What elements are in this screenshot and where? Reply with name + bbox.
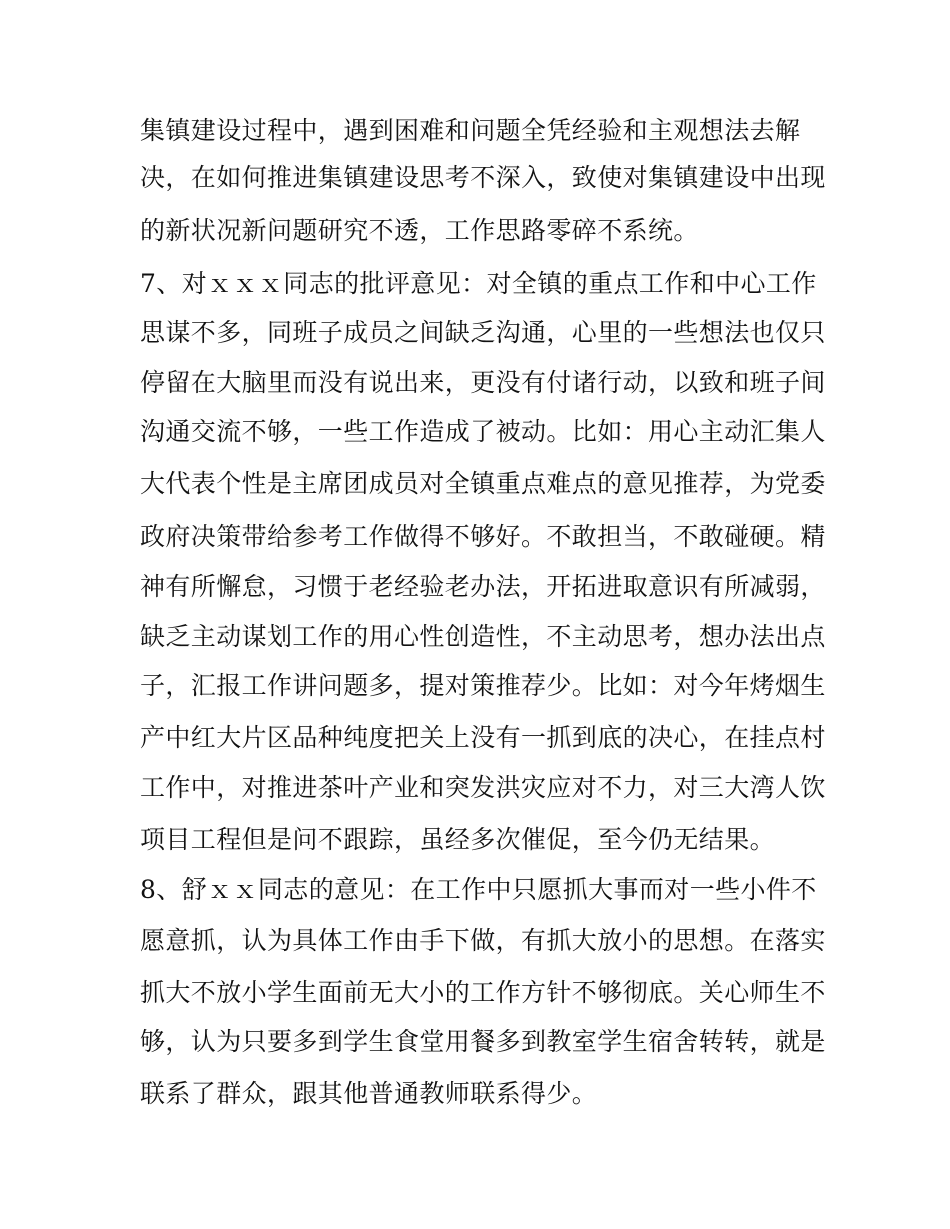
- text-line: 联系了群众，跟其他普通教师联系得少。: [140, 1079, 598, 1108]
- text-line: 7、对ｘｘｘ同志的批评意见：对全镇的重点工作和中心工作: [140, 269, 817, 298]
- text-line: 缺乏主动谋划工作的用心性创造性，不主动思考，想办法出点: [140, 622, 826, 651]
- text-line: 神有所懈怠，习惯于老经验老办法，开拓进取意识有所减弱，: [140, 572, 826, 601]
- text-line: 够，认为只要多到学生食堂用餐多到教室学生宿舍转转，就是: [140, 1027, 826, 1056]
- text-line: 大代表个性是主席团成员对全镇重点难点的意见推荐，为党委: [140, 469, 826, 498]
- text-line: 的新状况新问题研究不透，工作思路零碎不系统。: [140, 216, 699, 245]
- text-line: 8、舒ｘｘ同志的意见：在工作中只愿抓大事而对一些小件不: [140, 875, 817, 904]
- text-line: 政府决策带给参考工作做得不够好。不敢担当，不敢碰硬。精: [140, 522, 826, 551]
- text-line: 停留在大脑里而没有说出来，更没有付诸行动，以致和班子间: [140, 368, 826, 397]
- text-line: 项目工程但是问不跟踪，虽经多次催促，至今仍无结果。: [140, 825, 776, 854]
- text-line: 工作中，对推进茶叶产业和突发洪灾应对不力，对三大湾人饮: [140, 773, 826, 802]
- text-line: 决，在如何推进集镇建设思考不深入，致使对集镇建设中出现: [140, 163, 826, 192]
- text-line: 沟通交流不够，一些工作造成了被动。比如：用心主动汇集人: [140, 417, 826, 446]
- text-line: 思谋不多，同班子成员之间缺乏沟通，心里的一些想法也仅只: [140, 318, 826, 347]
- text-line: 产中红大片区品种纯度把关上没有一抓到底的决心，在挂点村: [140, 723, 826, 752]
- text-line: 集镇建设过程中，遇到困难和问题全凭经验和主观想法去解: [140, 116, 801, 145]
- text-line: 子，汇报工作讲问题多，提对策推荐少。比如：对今年烤烟生: [140, 671, 826, 700]
- text-line: 抓大不放小学生面前无大小的工作方针不够彻底。关心师生不: [140, 978, 826, 1007]
- text-line: 愿意抓，认为具体工作由手下做，有抓大放小的思想。在落实: [140, 926, 826, 955]
